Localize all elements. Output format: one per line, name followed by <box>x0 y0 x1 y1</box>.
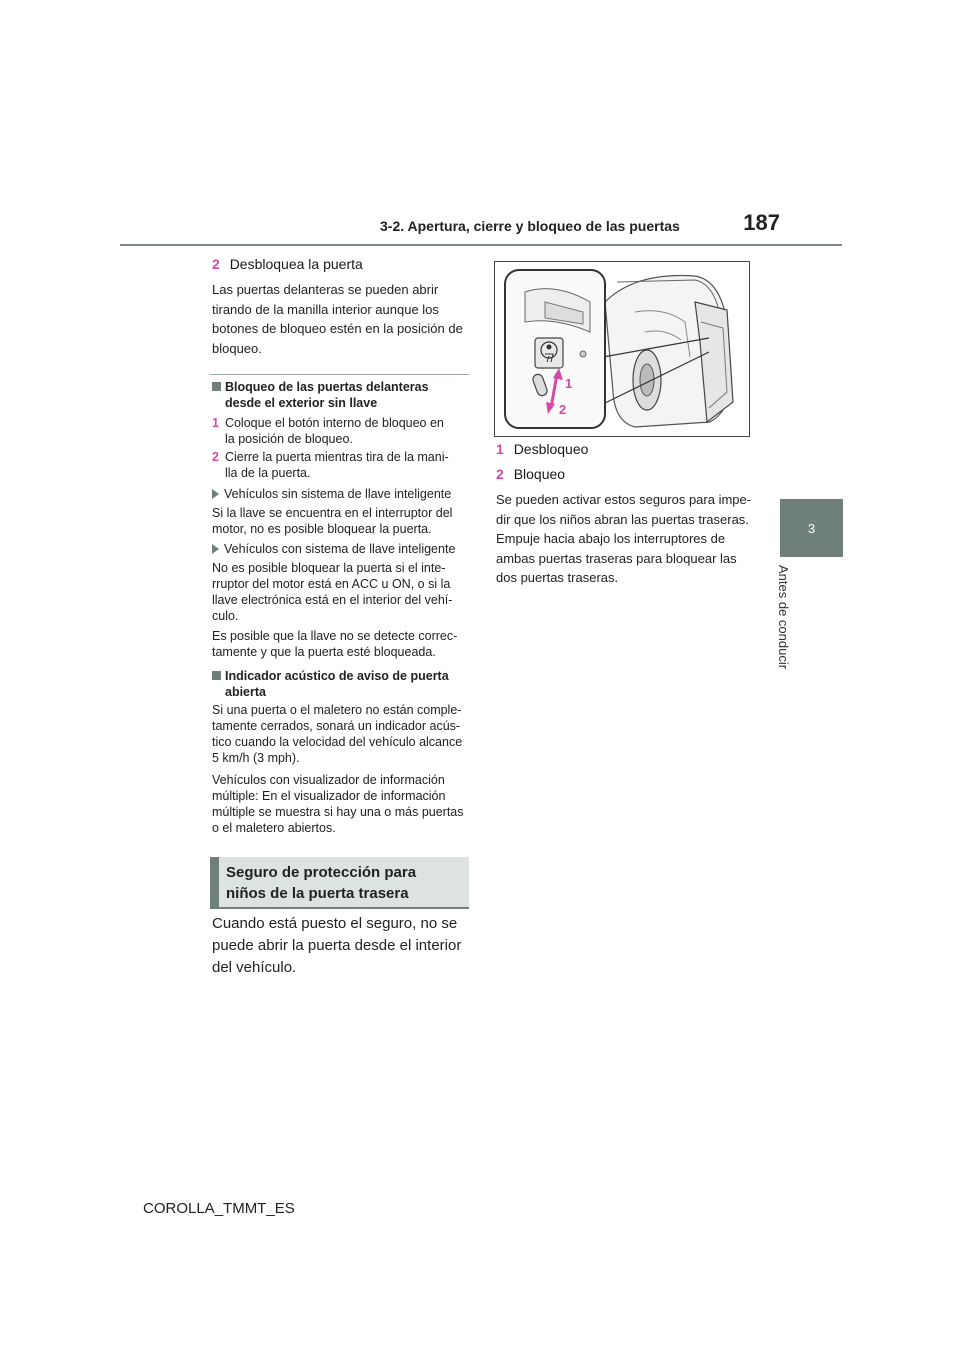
item-number: 1 <box>212 416 219 430</box>
item-number: 2 <box>212 450 219 464</box>
text-line: tico cuando la velocidad del vehículo alcance <box>212 735 463 749</box>
text-line: tamente y que la puerta esté bloqueada. <box>212 645 436 659</box>
text-line: múltiple se muestra si hay una o más puertas <box>212 805 464 819</box>
text-line: abierta <box>225 685 266 699</box>
step-2-heading <box>212 256 363 272</box>
running-header: 3-2. Apertura, cierre y bloqueo de las puertas <box>380 218 680 234</box>
chapter-label-text: Antes de conducir <box>776 565 791 670</box>
text-line: Se pueden activar estos seguros para impe- <box>496 492 752 507</box>
text-line: Las puertas delanteras se pueden abrir <box>212 282 439 297</box>
text-line: Coloque el botón interno de bloqueo en <box>224 416 444 430</box>
text-line: la posición de bloqueo. <box>225 432 353 446</box>
text-line: desde el exterior sin llave <box>225 396 378 410</box>
text-line: Empuje hacia abajo los interruptores de <box>496 531 726 546</box>
step-label: Desbloquea la puerta <box>229 256 363 272</box>
document-code: COROLLA_TMMT_ES <box>143 1200 295 1217</box>
text-line: múltiple: En el visualizador de información <box>212 789 446 803</box>
chapter-label <box>770 565 810 685</box>
car-door-illustration <box>495 262 749 436</box>
text-line: Indicador acústico de aviso de puerta <box>225 669 449 683</box>
figure-label-2: 2 <box>559 402 567 417</box>
square-bullet-icon <box>212 671 221 680</box>
text-line: tamente cerrados, sonará un indicador acús- <box>212 719 461 733</box>
text-line: ambas puertas traseras para bloquear las <box>496 550 737 566</box>
subheading-door-warning <box>212 668 472 700</box>
chapter-tab <box>780 499 843 557</box>
text-line: Vehículos con sistema de llave inteligente <box>224 542 456 556</box>
text-line: niños de la puerta trasera <box>226 885 409 902</box>
item-number: 1 <box>496 441 504 457</box>
page-number: 187 <box>743 210 780 235</box>
text-line: lla de la puerta. <box>225 466 311 480</box>
item-label: Bloqueo <box>513 466 566 482</box>
text-line: tirando de la manilla interior aunque los <box>212 301 439 317</box>
text-line: culo. <box>212 609 239 623</box>
sub1-item-2 <box>212 449 472 481</box>
text-line: del vehículo. <box>212 959 297 976</box>
item-label: Desbloqueo <box>513 441 589 457</box>
square-bullet-icon <box>212 382 221 391</box>
text-line: 5 km/h (3 mph). <box>212 751 300 765</box>
text-line: dos puertas traseras. <box>496 570 619 585</box>
text-line: Bloqueo de las puertas delanteras <box>225 380 429 394</box>
section-heading-child-lock <box>210 857 469 909</box>
text-line: Cierre la puerta mientras tira de la mani- <box>224 450 449 464</box>
text-line: o el maletero abiertos. <box>212 821 336 835</box>
case-smart-key <box>212 541 472 660</box>
text-line: botones de bloqueo estén en la posición de <box>212 321 463 336</box>
text-line: rruptor del motor está en ACC u ON, o si la <box>212 577 451 591</box>
text-line: bloqueo. <box>212 340 262 356</box>
sub-divider <box>210 374 469 375</box>
text-line: Vehículos sin sistema de llave inteligente <box>224 487 452 501</box>
text-line: llave electrónica está en el interior del vehí- <box>212 593 453 607</box>
section-title <box>226 862 464 904</box>
section-bar <box>210 857 219 907</box>
step-2-body <box>212 280 472 358</box>
text-line: Seguro de protección para <box>226 864 417 881</box>
legend-item-lock <box>496 466 565 482</box>
child-lock-illustration <box>494 261 750 437</box>
text-line: motor, no es posible bloquear la puerta. <box>212 522 432 536</box>
figure-label-1: 1 <box>565 376 573 391</box>
subheading-lock-without-key <box>212 379 472 411</box>
child-lock-instructions <box>496 490 756 588</box>
text-line: puede abrir la puerta desde el interior <box>212 937 462 954</box>
step-number: 2 <box>212 256 220 272</box>
triangle-bullet-icon <box>212 489 219 499</box>
case-no-smart-key <box>212 486 472 537</box>
sub1-item-1 <box>212 415 472 447</box>
triangle-bullet-icon <box>212 544 219 554</box>
text-line: Vehículos con visualizador de información <box>212 773 445 787</box>
door-warning-body <box>212 702 472 836</box>
item-number: 2 <box>496 466 504 482</box>
child-lock-body <box>212 913 472 979</box>
text-line: Si la llave se encuentra en el interruptor del <box>212 506 453 520</box>
text-line: Es posible que la llave no se detecte correc- <box>212 629 458 643</box>
legend-item-unlock <box>496 441 588 457</box>
text-line: dir que los niños abran las puertas traseras. <box>496 511 749 527</box>
header-divider <box>120 244 842 246</box>
text-line: No es posible bloquear la puerta si el inte- <box>212 561 446 575</box>
text-line: Si una puerta o el maletero no están comple- <box>212 703 462 717</box>
text-line: Cuando está puesto el seguro, no se <box>212 915 458 932</box>
chapter-number: 3 <box>807 520 816 536</box>
